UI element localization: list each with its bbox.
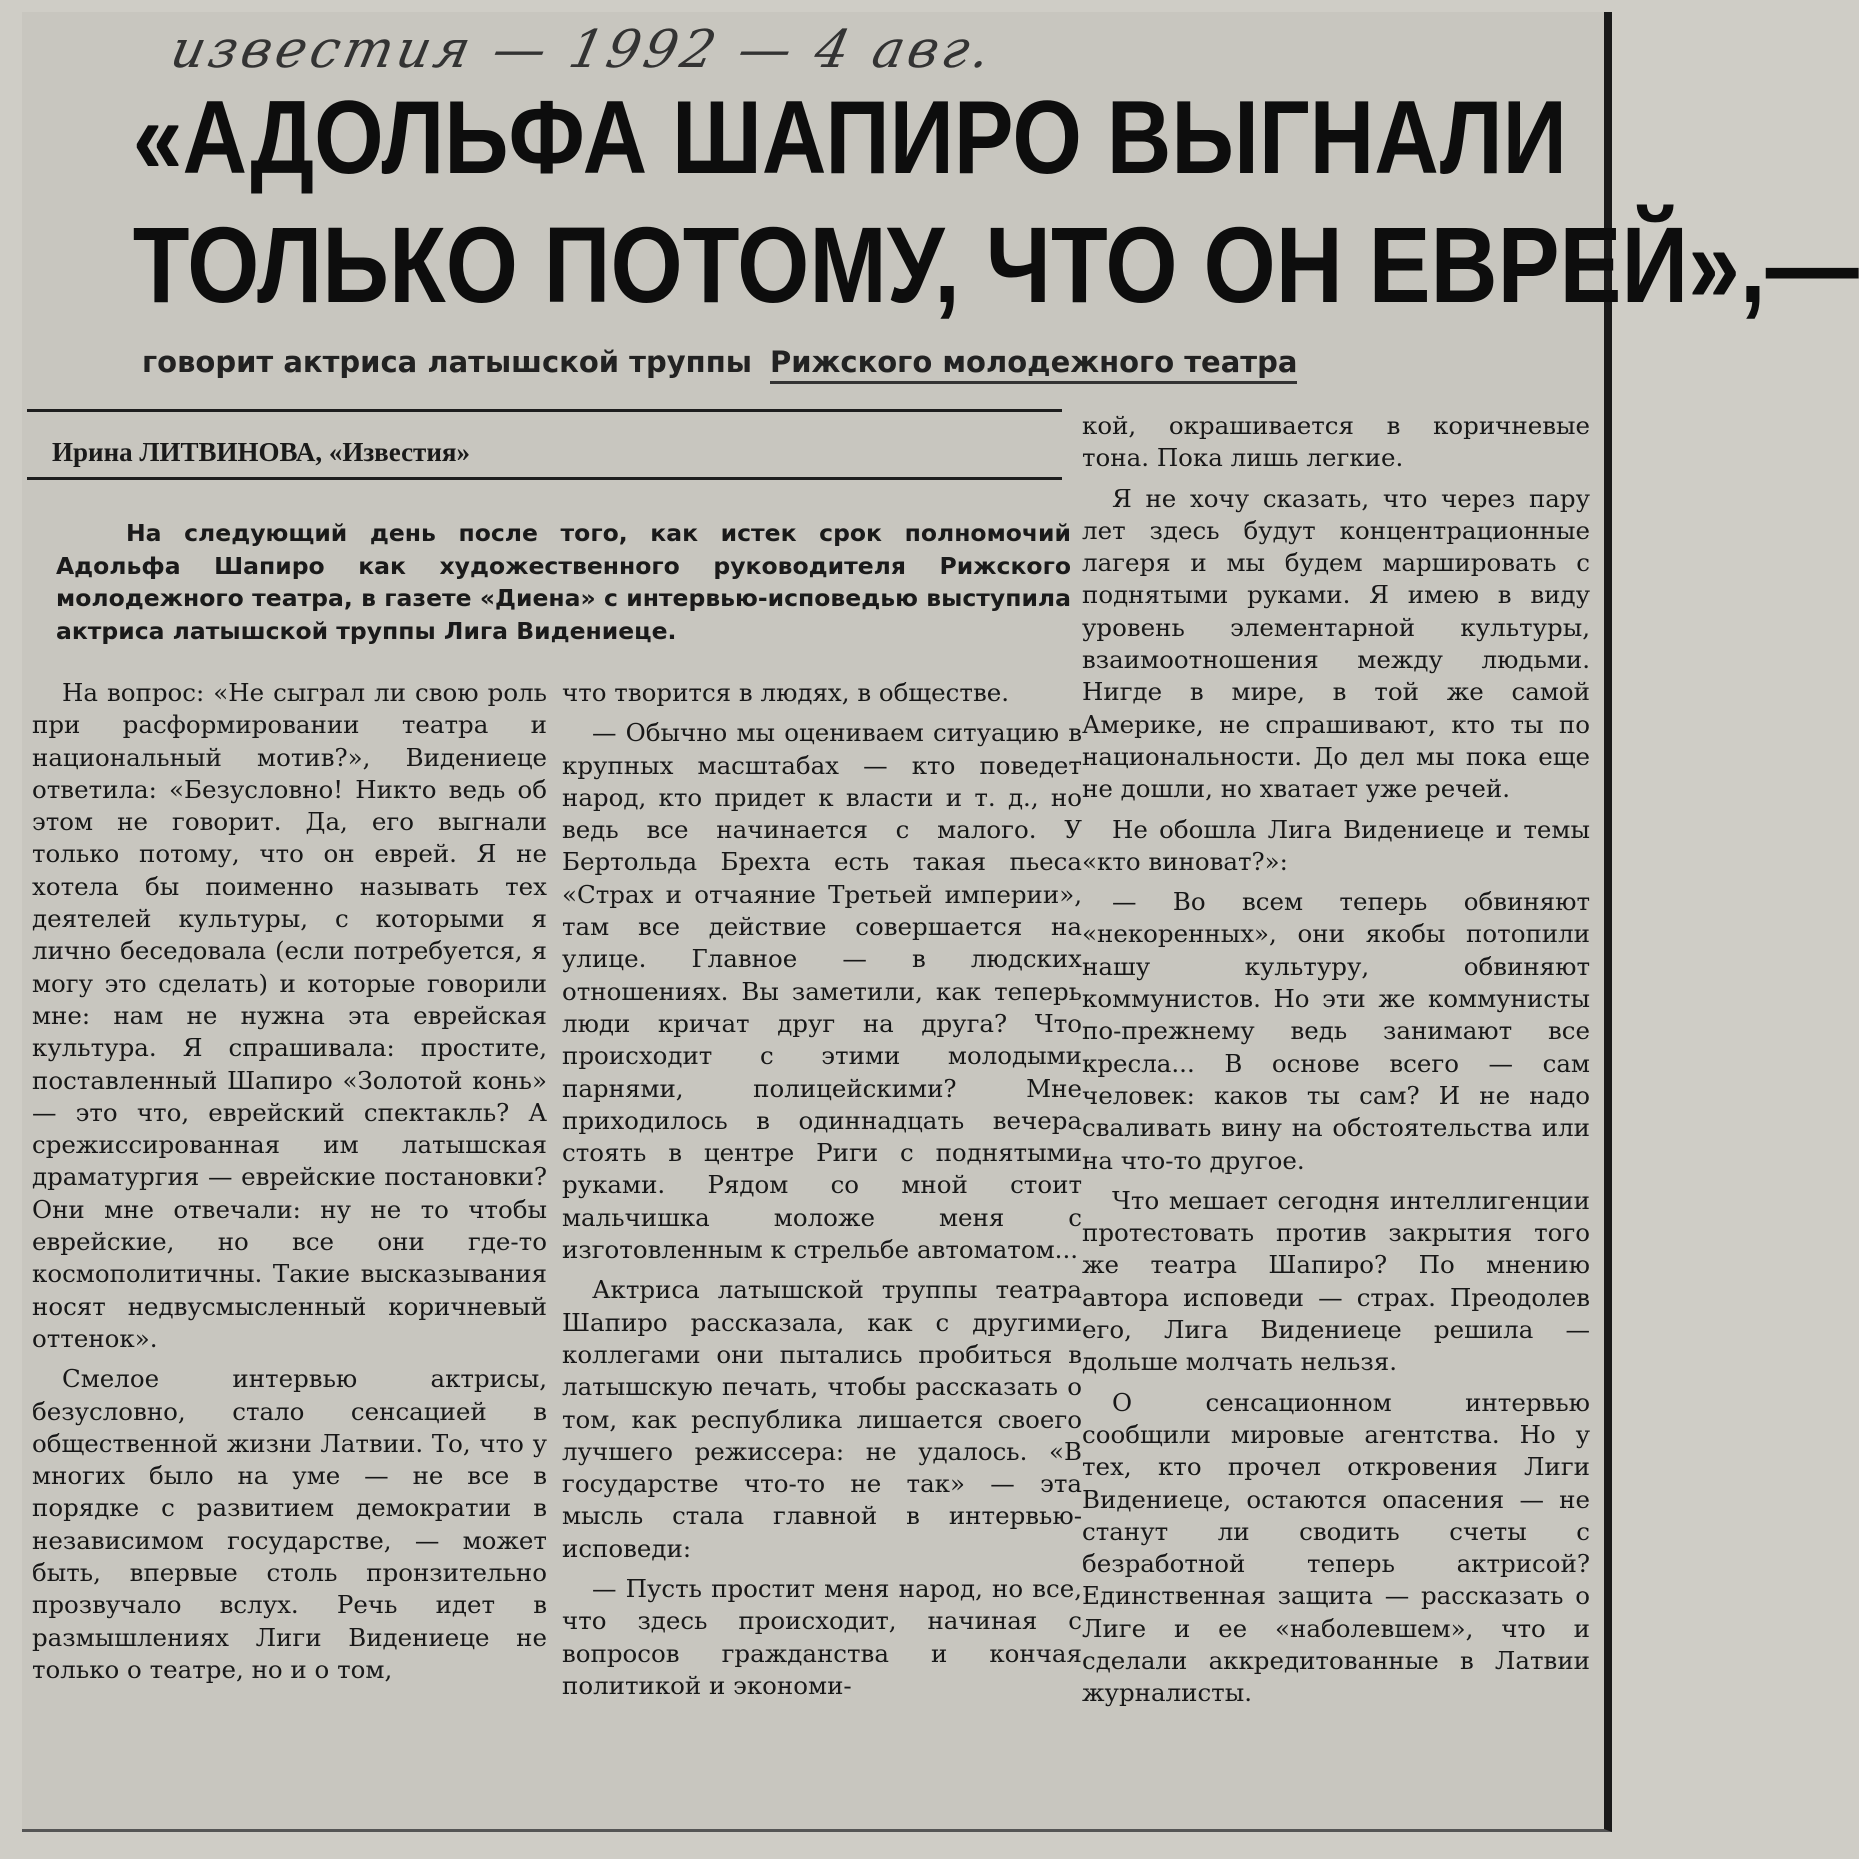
lead-paragraph [56, 517, 1071, 647]
article-column-3 [1082, 410, 1590, 1718]
paragraph: Я не хочу сказать, что через пару лет здесь будут концентрационные лагеря и мы будем маршировать с поднятыми руками. Я имею в виду уровень элементарной культуры, взаимоотношения между людьми. Нигде в мире, в той же самой Америке, не спрашивают, кто ты по национальности. До дел мы пока еще не дошли, но хватает уже речей. [1082, 483, 1590, 804]
subheadline [142, 345, 1442, 379]
paragraph: — Пусть простит меня народ, но все, что здесь происходит, начиная с вопросов гражданства и кончая политикой и экономи- [562, 1574, 1082, 1700]
paragraph: что творится в людях, в обществе. [562, 678, 1010, 707]
article-column-2 [562, 677, 1082, 1710]
paragraph: Актриса латышской труппы театра Шапиро рассказала, как с другими коллегами они пытались пробиться в латышскую печать, чтобы рассказать о том, как республика лишается своего лучшего режиссера: не удалось. «В государстве что-то не так» — эта мысль стала главной в интервью-исповеди: [562, 1275, 1082, 1563]
headline-line-2: ТОЛЬКО ПОТОМУ, ЧТО ОН ЕВРЕЙ»,— [132, 204, 1859, 325]
byline-rule-top [27, 409, 1062, 412]
article-column-1 [32, 677, 547, 1694]
paragraph: кой, окрашивается в коричневые тона. Пока лишь легкие. [1082, 411, 1590, 473]
subheadline-text: говорит актриса латышской труппы [142, 345, 752, 379]
paragraph: На вопрос: «Не сыграл ли свою роль при расформировании театра и национальный мотив?», Видениеце ответила: «Безусловно! Никто ведь об этом не говорит. Да, его выгнали только потому, что он еврей. Я не хотела бы поименно называть тех деятелей культуры, с которыми я лично беседовала (если потребуется, я могу это сделать) и которые говорили мне: нам не нужна эта еврейская культура. Я спрашивала: простите, поставленный Шапиро «Золотой конь» — это что, еврейский спектакль? А срежиссированная им латышская драматургия — еврейские постановки? Они мне отвечали: ну не то чтобы еврейские, но все они где-то космополитичны. Такие высказывания носят недвусмысленный коричневый оттенок». [32, 678, 547, 1353]
paragraph: Что мешает сегодня интеллигенции протестовать против закрытия того же театра Шапиро? По мнению автора исповеди — страх. Преодолев его, Лига Видениеце решила — дольше молчать нельзя. [1082, 1185, 1590, 1377]
headline-line-1: «АДОЛЬФА ШАПИРО ВЫГНАЛИ [132, 80, 1567, 196]
paragraph: Не обошла Лига Видениеце и темы «кто виноват?»: [1082, 814, 1590, 876]
lead-text: На следующий день после того, как истек срок полномочий Адольфа Шапиро как художественного руководителя Рижского молодежного театра, в газете «Диена» с интервью-исповедью выступила актриса латышской труппы Лига Видениеце. [56, 519, 1071, 645]
paragraph: Смелое интервью актрисы, безусловно, стало сенсацией в общественной жизни Латвии. То, что у многих было на уме — не все в порядке с развитием демократии в независимом государстве, — может быть, впервые столь пронзительно прозвучало вслух. Речь идет в размышлениях Лиги Видениеце не только о театре, но и о том, [32, 1364, 547, 1684]
paragraph: — Во всем теперь обвиняют «некоренных», они якобы потопили нашу культуру, обвиняют коммунистов. Но эти же коммунисты по-прежнему ведь занимают все кресла... В основе всего — сам человек: каков ты сам? И не надо сваливать вину на обстоятельства или на что-то другое. [1082, 887, 1590, 1175]
subheadline-underlined: Рижского молодежного театра [770, 345, 1297, 384]
newspaper-clipping [22, 12, 1859, 1832]
paragraph: — Обычно мы оцениваем ситуацию в крупных масштабах — кто поведет народ, кто придет к власти и т. д., но ведь все начинается с малого. У Бертольда Брехта есть такая пьеса «Страх и отчаяние Третьей империи», там все действие совершается на улице. Главное — в людских отношениях. Вы заметили, как теперь люди кричат друг на друга? Что происходит с этими молодыми парнями, полицейскими? Мне приходилось в одиннадцать вечера стоять в центре Риги с поднятыми руками. Рядом со мной стоит мальчишка моложе меня с изготовленным к стрельбе автоматом... [562, 718, 1082, 1265]
paragraph: О сенсационном интервью сообщили мировые агентства. Но у тех, кто прочел откровения Лиги Видениеце, остаются опасения — не станут ли сводить счеты с безработной теперь актрисой? Единственная защита — рассказать о Лиге и ее «наболевшем», что и сделали аккредитованные в Латвии журналисты. [1082, 1387, 1590, 1708]
handwritten-source-note: известия — 1992 — 4 авг. [165, 20, 1000, 80]
byline-rule-bottom [27, 477, 1062, 480]
byline: Ирина ЛИТВИНОВА, «Известия» [52, 437, 470, 467]
